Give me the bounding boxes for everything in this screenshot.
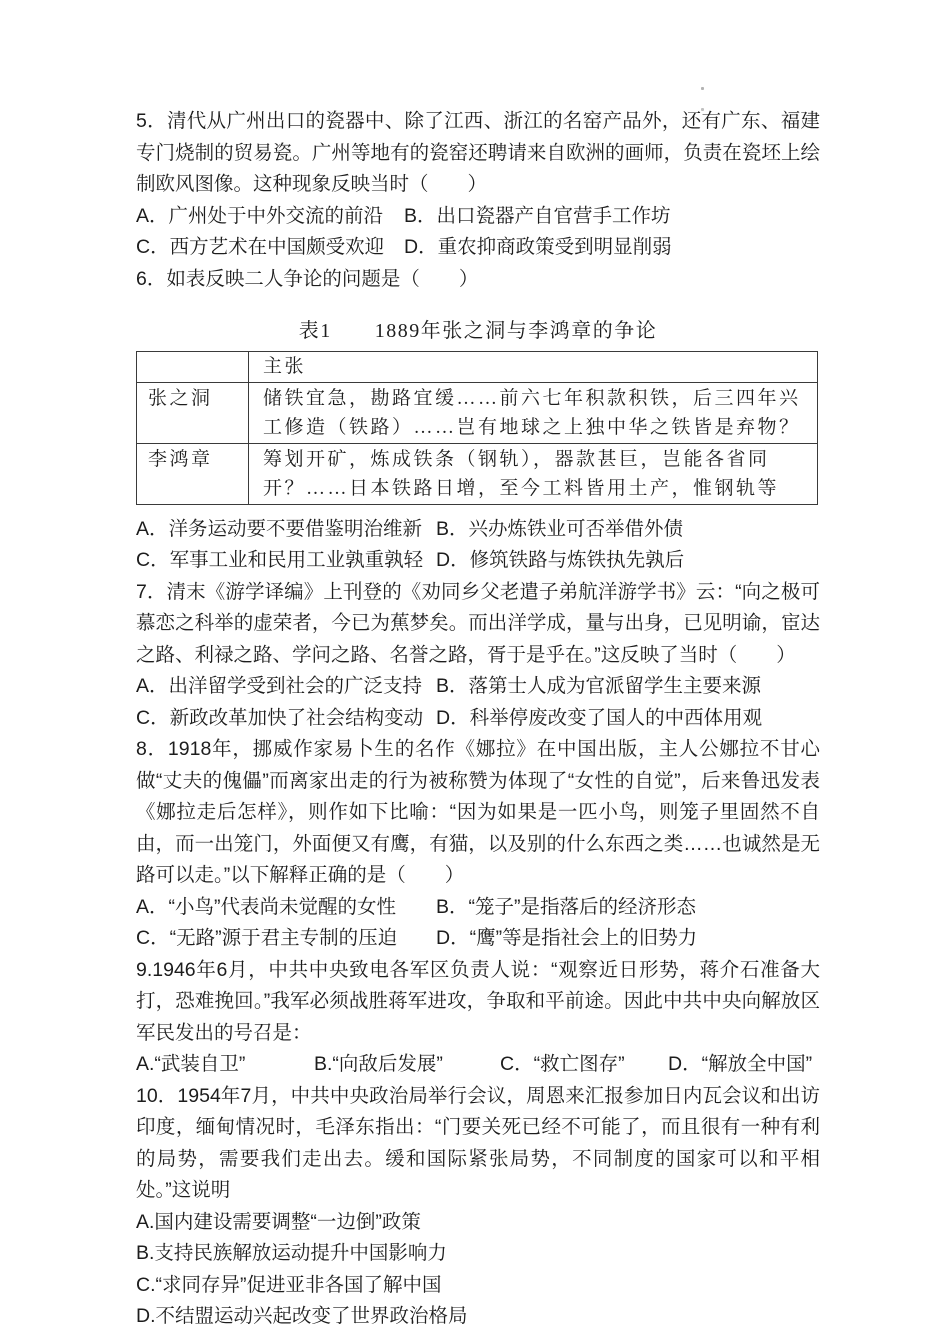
question-9-option-b: B.“向敌后发展” [314,1053,443,1075]
question-6-option-d: D．修筑铁路与炼铁执先孰后 [436,549,685,571]
question-8-option-b: B．“笼子”是指落后的经济形态 [436,895,696,918]
question-10-option-c: C.“求同存异”促进亚非各国了解中国 [136,1273,442,1296]
question-10-stem: 10．1954年7月，中共中央政治局举行会议，周恩来汇报参加日内瓦会议和出访印度，缅甸情况时，毛泽东指出：“门要关死已经不可能了，而且很有一种有利的局势，需要我们走出去。缓和国际紧张局势，不同制度的国家可以和平相处。”这说明 [136,1084,820,1201]
question-5-option-b: B．出口瓷器产自官营手工作坊 [404,204,671,227]
exam-body [136,106,820,1333]
question-8-option-a: A．“小鸟”代表尚未觉醒的女性 [136,895,396,918]
question-10-option-d: D.不结盟运动兴起改变了世界政治格局 [136,1305,468,1327]
question-6-stem: 6．如表反映二人争论的问题是（ ） [136,267,479,290]
question-7-option-a: A．出洋留学受到社会的广泛支持 [136,675,423,697]
question-5-options-row-1 [136,201,820,233]
table-1-cell-zhangzhidong-claim: 储铁宜急，勘路宜缓……前六七年积款积铁，后三四年兴工修造（铁路）……岂有地球之上独中华之铁皆是弃物？ [249,382,818,443]
table-1-header-row [137,351,818,382]
question-9-option-c: C．“救亡图存” [500,1053,625,1075]
table-1-row-zhangzhidong [137,382,818,443]
question-7-option-d: D．科举停废改变了国人的中西体用观 [436,706,763,729]
table-1-header-claim-cell: 主张 [249,351,818,382]
table-1-header-empty-cell [137,351,249,382]
table-1 [136,351,818,505]
question-8-options-row-2 [136,923,820,955]
question-7-option-b: B．落第士人成为官派留学生主要来源 [436,675,762,697]
question-6-option-c: C．军事工业和民用工业孰重孰轻 [136,549,424,571]
question-8-options-row-1 [136,892,820,924]
question-5-option-c: C．西方艺术在中国颇受欢迎 [136,236,385,258]
question-9-options-row [136,1049,820,1081]
question-9-option-d: D．“解放全中国” [668,1053,813,1075]
question-6-option-a: A．洋务运动要不要借鉴明治维新 [136,517,423,540]
question-7-stem: 7．清末《游学译编》上刊登的《劝同乡父老遣子弟航洋游学书》云：“向之极可慕恋之科举的虚荣者，今已为蕉梦矣。而出洋学成，量与出身，已见明谕，宦达之路、利禄之路、学问之路、名誉之路，胥于是乎在。”这反映了当时（ ） [136,580,820,666]
question-5-option-a: A．广州处于中外交流的前沿 [136,204,384,227]
question-7-options-row-1 [136,671,820,703]
question-10-option-b: B.支持民族解放运动提升中国影响力 [136,1242,447,1264]
question-5-options-row-2 [136,232,820,264]
question-6-option-b: B．兴办炼铁业可否举借外债 [436,517,684,540]
table-1-row-lihongzhang [137,443,818,504]
scan-artifact-top [701,87,704,90]
question-9-option-a: A.“武装自卫” [136,1053,246,1075]
question-5-stem: 5．清代从广州出口的瓷器中、除了江西、浙江的名窑产品外，还有广东、福建专门烧制的贸易瓷。广州等地有的瓷窑还聘请来自欧洲的画师，负责在瓷坯上绘制欧风图像。这种现象反映当时（ ） [136,110,820,195]
question-9-stem: 9.1946年6月，中共中央致电各军区负责人说：“观察近日形势，蒋介石准备大打，恐难挽回。”我军必须战胜蒋军进攻，争取和平前途。因此中共中央向解放区军民发出的号召是： [136,958,820,1044]
question-8-option-d: D．“鹰”等是指社会上的旧势力 [436,927,698,949]
question-10-option-a: A.国内建设需要调整“一边倒”政策 [136,1210,421,1233]
question-8-option-c: C．“无路”源于君主专制的压迫 [136,927,398,949]
question-8-stem: 8．1918年，挪威作家易卜生的名作《娜拉》在中国出版，主人公娜拉不甘心做“丈夫的傀儡”而离家出走的行为被称赞为体现了“女性的自觉”，后来鲁迅发表《娜拉走后怎样》，则作如下比喻：“因为如果是一匹小鸟，则笼子里固然不自由，而一出笼门，外面便又有鹰，有猫，以及别的什么东西之类……也诚然是无路可以走。”以下解释正确的是（ ） [136,738,820,886]
question-7-options-row-2 [136,703,820,735]
table-1-cell-zhangzhidong-name: 张之洞 [137,382,249,443]
table-1-cell-lihongzhang-claim: 筹划开矿，炼成铁条（钢轨），器款甚巨，岂能各省同开？……日本铁路日增，至今工料皆用土产，惟钢轨等 [249,443,818,504]
question-6-options-row-1 [136,514,820,546]
table-1-caption: 表1 1889年张之洞与李鸿章的争论 [298,320,658,342]
question-7-option-c: C．新政改革加快了社会结构变动 [136,706,424,729]
question-6-options-row-2 [136,545,820,577]
table-1-cell-lihongzhang-name: 李鸿章 [137,443,249,504]
question-5-option-d: D．重农抑商政策受到明显削弱 [404,236,672,258]
